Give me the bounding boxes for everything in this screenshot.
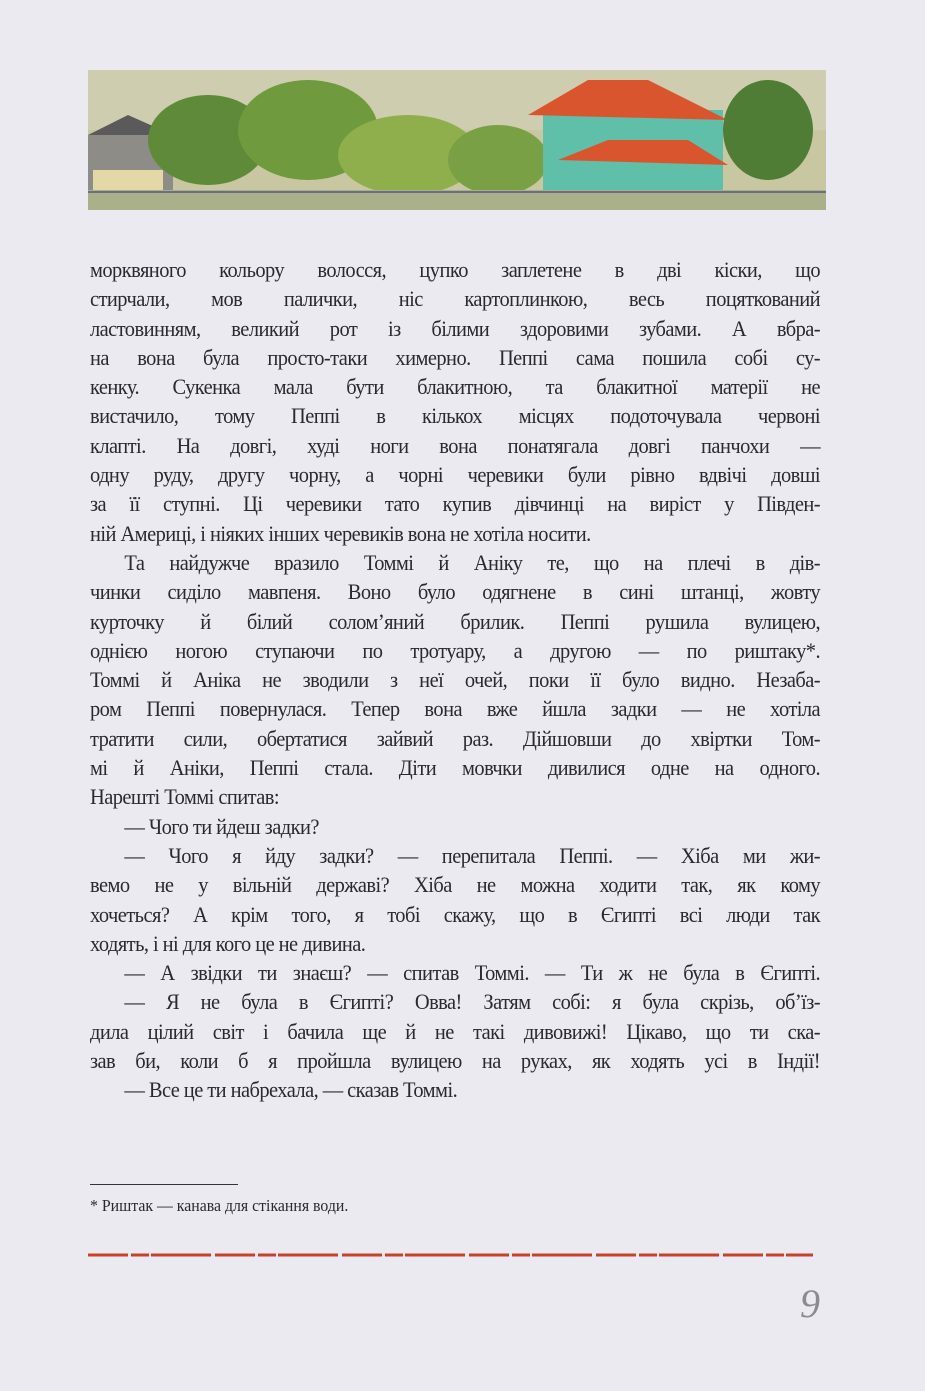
text-line: ром Пеппі повернулася. Тепер вона вже йшла задки — не хотіла — [90, 696, 821, 722]
text-line: Та найдужче вразило Томмі й Аніку те, що на плечі в дів- — [124, 549, 821, 575]
footnote: * Риштак — канава для стікання води. — [90, 1196, 349, 1215]
text-line: чинки сиділо мавпеня. Воно було одягнене в сині штанці, жовту — [90, 579, 821, 605]
body-text — [90, 255, 820, 1105]
text-line: — Чого я йду задки? — перепитала Пеппі. — Хіба ми жи- — [124, 842, 821, 868]
page-number: 9 — [800, 1281, 820, 1326]
text-line: ходять, і ні для кого це не дивина. — [90, 930, 366, 956]
text-line: стирчали, мов палички, ніс картоплинкою, весь поцяткований — [90, 286, 821, 312]
text-line: Нарешті Томмі спитав: — [90, 784, 280, 810]
text-line: — Чого ти йдеш задки? — [124, 813, 319, 839]
text-line: — Все це ти набрехала, — сказав Томмі. — [124, 1077, 458, 1103]
header-illustration — [88, 70, 826, 210]
decorative-red-line — [88, 1252, 813, 1258]
text-line: — Я не була в Єгипті? Овва! Затям собі: я була скрізь, об’їз- — [124, 989, 821, 1015]
text-line: однією ногою ступаючи по тротуару, а другою — по риштаку*. — [90, 637, 821, 663]
text-line: Томмі й Аніка не зводили з неї очей, поки її було видно. Незаба- — [90, 667, 821, 693]
text-line: ластовинням, великий рот із білими здоровими зубами. А вбра- — [90, 315, 821, 341]
text-line: зав би, коли б я пройшла вулицею на руках, як ходять усі в Індії! — [90, 1048, 821, 1074]
text-line: кенку. Сукенка мала бути блакитною, та блакитної матерії не — [90, 374, 821, 400]
text-line: — А звідки ти знаєш? — спитав Томмі. — Ти ж не була в Єгипті. — [124, 960, 821, 986]
text-line: мі й Аніки, Пеппі стала. Діти мовчки дивилися одне на одного. — [90, 755, 821, 781]
text-line: за її ступні. Ці черевики тато купив дівчинці на виріст у Півден- — [90, 491, 821, 517]
text-line: тратити сили, обертатися зайвий раз. Дійшовши до хвіртки Том- — [90, 725, 821, 751]
text-line: курточку й білий солом’яний брилик. Пеппі рушила вулицею, — [90, 608, 821, 634]
text-line: ній Америці, і ніяких інших черевиків вона не хотіла носити. — [90, 520, 591, 546]
text-line: вемо не у вільній державі? Хіба не можна ходити так, як кому — [90, 872, 821, 898]
text-line: хочеться? А крім того, я тобі скажу, що в Єгипті всі люди так — [90, 901, 821, 927]
footnote-divider — [90, 1184, 238, 1185]
text-line: клапті. На довгі, худі ноги вона понатягала довгі панчохи — — [90, 432, 821, 458]
text-line: одну руду, другу чорну, а чорні черевики були рівно вдвічі довші — [90, 462, 821, 488]
text-line: на вона була просто-таки химерно. Пеппі сама пошила собі су- — [90, 344, 821, 370]
text-line: морквяного кольору волосся, цупко заплетене в дві кіски, що — [90, 257, 821, 282]
text-line: дила цілий світ і бачила ще й не такі дивовижі! Цікаво, що ти ска- — [90, 1018, 821, 1044]
text-line: вистачило, тому Пеппі в кількох місцях подоточувала червоні — [90, 403, 821, 429]
